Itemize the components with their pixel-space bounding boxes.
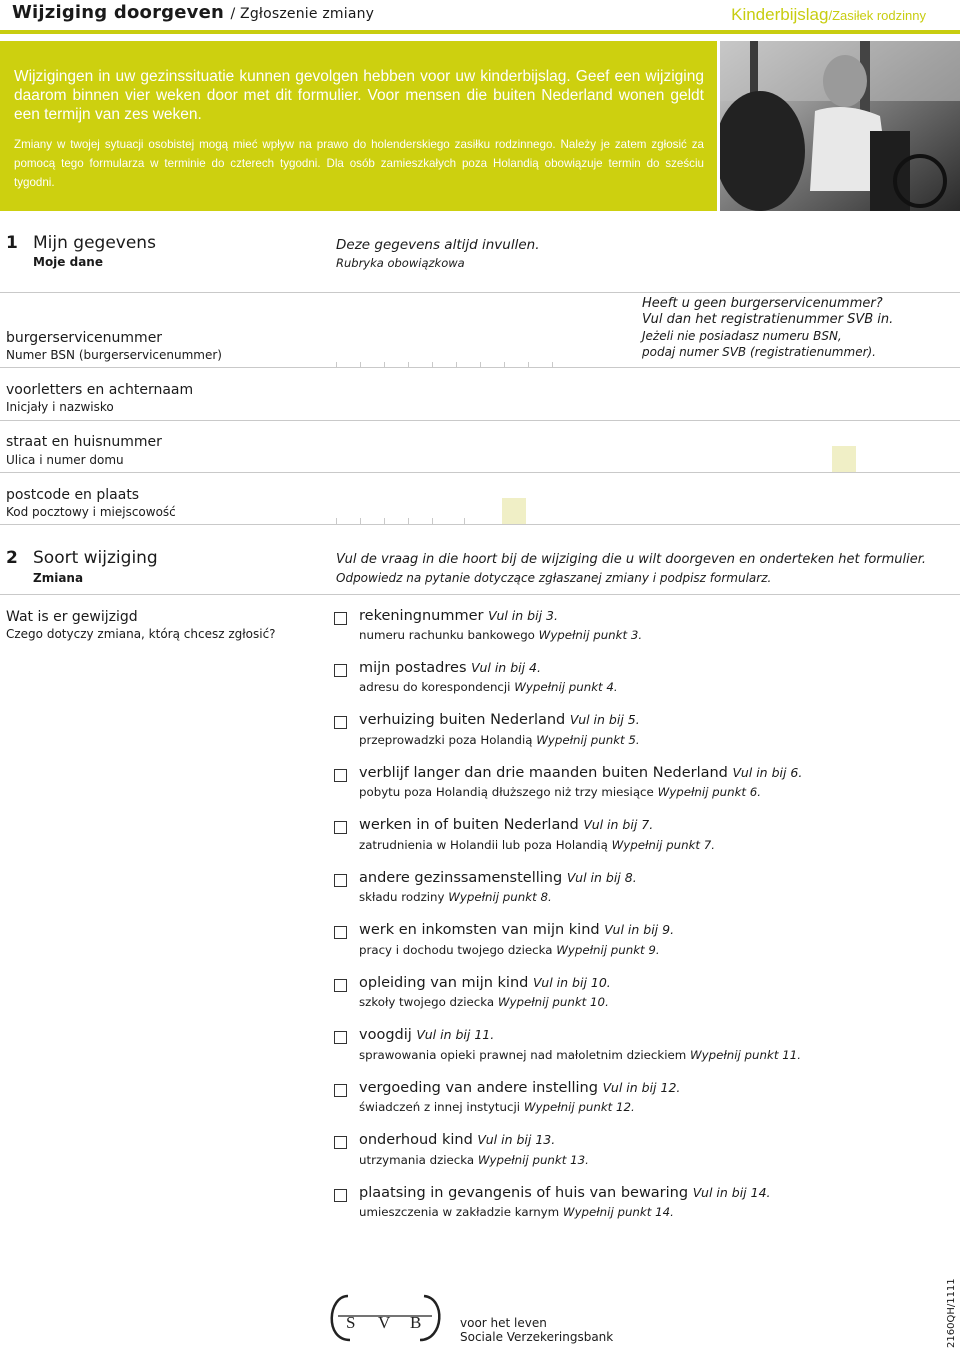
- svb-name: Sociale Verzekeringsbank: [460, 1330, 614, 1344]
- bsn-hint-nl-1: Heeft u geen burgerservicenummer?: [642, 296, 883, 311]
- name-label: voorletters en achternaam: [6, 382, 194, 398]
- option-hint: Vul in bij 10.: [532, 975, 611, 990]
- option-label-nl: [359, 1185, 771, 1201]
- option-label-nl: [359, 712, 640, 728]
- option-hint: Vul in bij 14.: [692, 1185, 771, 1200]
- logo-letter-s: S: [346, 1313, 356, 1332]
- option-label-pl: [359, 838, 715, 852]
- benefit-name: [731, 5, 926, 25]
- header-rule: [0, 30, 960, 34]
- option-text: rekeningnummer: [359, 608, 484, 624]
- svb-tagline: voor het leven: [460, 1316, 547, 1330]
- option-label-pl: [359, 785, 761, 799]
- option-hint: Vul in bij 5.: [569, 712, 640, 727]
- option-checkbox[interactable]: [334, 1084, 347, 1097]
- option-label-pl: [359, 995, 609, 1009]
- option-label-pl: [359, 890, 552, 904]
- option-hint: Vul in bij 3.: [488, 608, 558, 623]
- option-checkbox[interactable]: [334, 1031, 347, 1044]
- option-label-pl: [359, 1100, 635, 1114]
- option-text-pl: pracy i dochodu twojego dziecka: [359, 943, 553, 957]
- option-text: werk en inkomsten van mijn kind: [359, 922, 600, 938]
- option-hint: Vul in bij 11.: [416, 1027, 495, 1042]
- option-label-nl: [359, 765, 802, 781]
- option-label-pl: [359, 680, 618, 694]
- option-hint-pl: Wypełnij punkt 6.: [657, 785, 762, 799]
- option-hint-pl: Wypełnij punkt 11.: [689, 1048, 801, 1062]
- option-checkbox[interactable]: [334, 664, 347, 677]
- section-1-top-rule: [0, 292, 960, 293]
- postcode-input[interactable]: [336, 510, 466, 524]
- logo-letter-b: B: [410, 1313, 422, 1332]
- option-text: onderhoud kind: [359, 1132, 473, 1148]
- name-label-pl: Inicjały i nazwisko: [6, 400, 114, 414]
- option-checkbox[interactable]: [334, 1136, 347, 1149]
- option-text-pl: utrzymania dziecka: [359, 1153, 475, 1167]
- option-text: opleiding van mijn kind: [359, 975, 529, 991]
- postcode-rule: [0, 524, 960, 525]
- bsn-label: burgerservicenummer: [6, 330, 163, 346]
- section-1-note-nl: Deze gegevens altijd invullen.: [336, 237, 540, 253]
- option-text-pl: składu rodziny: [359, 890, 445, 904]
- option-checkbox[interactable]: [334, 716, 347, 729]
- question-label: Wat is er gewijzigd: [6, 609, 138, 625]
- option-text-pl: świadczeń z innej instytucji: [359, 1100, 521, 1114]
- option-label-pl: [359, 628, 642, 642]
- option-hint-pl: Wypełnij punkt 3.: [538, 628, 643, 642]
- section-2-title: Soort wijziging: [33, 548, 158, 568]
- svb-logo: [320, 1290, 450, 1346]
- postcode-label: postcode en plaats: [6, 487, 140, 503]
- section-2-note-nl: Vul de vraag in die hoort bij de wijziging die u wilt doorgeven en onderteken het formulier.: [336, 552, 927, 567]
- option-checkbox[interactable]: [334, 1189, 347, 1202]
- option-checkbox[interactable]: [334, 926, 347, 939]
- street-rule: [0, 472, 960, 473]
- option-checkbox[interactable]: [334, 612, 347, 625]
- option-checkbox[interactable]: [334, 874, 347, 887]
- option-text: werken in of buiten Nederland: [359, 817, 579, 833]
- family-photo: [720, 41, 960, 211]
- section-1-number: 1: [6, 233, 18, 253]
- option-hint-pl: Wypełnij punkt 13.: [477, 1153, 589, 1167]
- house-number-input[interactable]: [832, 446, 856, 472]
- form-title-nl: Wijziging doorgeven: [12, 2, 225, 23]
- benefit-name-nl: Kinderbijslag: [731, 5, 829, 24]
- benefit-name-pl: /Zasiłek rodzinny: [828, 8, 926, 23]
- option-text-pl: zatrudnienia w Holandii lub poza Holandią: [359, 838, 608, 852]
- option-label-pl: [359, 1048, 801, 1062]
- option-hint-pl: Wypełnij punkt 12.: [523, 1100, 635, 1114]
- option-label-pl: [359, 943, 660, 957]
- section-2-subtitle: Zmiana: [33, 571, 84, 585]
- section-2-number: 2: [6, 548, 18, 568]
- city-input[interactable]: [530, 498, 956, 524]
- option-text-pl: sprawowania opieki prawnej nad małoletnim dzieckiem: [359, 1048, 687, 1062]
- option-hint-pl: Wypełnij punkt 8.: [448, 890, 552, 904]
- option-label-nl: [359, 608, 558, 624]
- option-hint-pl: Wypełnij punkt 4.: [514, 680, 618, 694]
- option-hint: Vul in bij 7.: [583, 817, 654, 832]
- option-text: plaatsing in gevangenis of huis van bewaring: [359, 1185, 689, 1201]
- street-input[interactable]: [336, 428, 826, 472]
- option-label-nl: [359, 1080, 680, 1096]
- name-rule: [0, 420, 960, 421]
- intro-band: [0, 41, 717, 211]
- option-text: andere gezinssamenstelling: [359, 870, 563, 886]
- option-text: verblijf langer dan drie maanden buiten Nederland: [359, 765, 728, 781]
- option-label-nl: [359, 660, 541, 676]
- form-title-pl: / Zgłoszenie zmiany: [230, 6, 375, 22]
- option-text-pl: adresu do korespondencji: [359, 680, 511, 694]
- section-2-top-rule: [0, 594, 960, 595]
- option-hint: Vul in bij 4.: [471, 660, 541, 675]
- form-title: [12, 2, 374, 23]
- option-text: verhuizing buiten Nederland: [359, 712, 566, 728]
- option-hint: Vul in bij 12.: [602, 1080, 681, 1095]
- name-input[interactable]: [336, 376, 956, 420]
- option-hint: Vul in bij 8.: [566, 870, 637, 885]
- bsn-label-pl: Numer BSN (burgerservicenummer): [6, 348, 222, 362]
- option-text-pl: pobytu poza Holandią dłuższego niż trzy miesiące: [359, 785, 654, 799]
- option-hint-pl: Wypełnij punkt 5.: [536, 733, 640, 747]
- option-label-nl: [359, 1027, 494, 1043]
- option-text: mijn postadres: [359, 660, 467, 676]
- option-label-pl: [359, 733, 640, 747]
- option-label-pl: [359, 1153, 589, 1167]
- postcode-label-pl: Kod pocztowy i miejscowość: [6, 505, 176, 519]
- section-1-title: Mijn gegevens: [33, 233, 156, 253]
- logo-letter-v: V: [378, 1313, 391, 1332]
- option-label-pl: [359, 1205, 674, 1219]
- option-hint: Vul in bij 13.: [477, 1132, 556, 1147]
- option-hint-pl: Wypełnij punkt 14.: [562, 1205, 674, 1219]
- option-hint: Vul in bij 9.: [604, 922, 675, 937]
- option-text-pl: szkoły twojego dziecka: [359, 995, 495, 1009]
- option-label-nl: [359, 975, 611, 991]
- option-hint-pl: Wypełnij punkt 9.: [556, 943, 660, 957]
- option-label-nl: [359, 870, 637, 886]
- bsn-hint-pl-1: Jeżeli nie posiadasz numeru BSN,: [642, 329, 842, 343]
- option-hint-pl: Wypełnij punkt 10.: [497, 995, 609, 1009]
- option-checkbox[interactable]: [334, 769, 347, 782]
- intro-text-nl: Wijzigingen in uw gezinssituatie kunnen gevolgen hebben voor uw kinderbijslag. Geef een wijziging daarom binnen vier weken door met dit formulier. Voor mensen die buiten Nederland wonen geldt een termijn van zes weken.: [14, 68, 704, 123]
- street-label: straat en huisnummer: [6, 434, 162, 450]
- option-text: voogdij: [359, 1027, 412, 1043]
- bsn-hint-nl-2: Vul dan het registratienummer SVB in.: [642, 312, 894, 327]
- intro-text-pl: Zmiany w twojej sytuacji osobistej mogą mieć wpływ na prawo do holenderskiego zasiłku rodzinnego. Należy je zatem zgłosić za pomocą tego formularza w terminie do czterech tygodni. Dla osób zamieszkałych poza Holandią obowiązuje termin do sześciu tygodni.: [14, 138, 704, 189]
- bsn-hint-pl-2: podaj numer SVB (registratienummer).: [642, 345, 876, 359]
- option-hint: Vul in bij 6.: [732, 765, 803, 780]
- postcode-letters-input[interactable]: [502, 498, 526, 524]
- section-2-note-pl: Odpowiedz na pytanie dotyczące zgłaszanej zmiany i podpisz formularz.: [336, 571, 772, 585]
- street-label-pl: Ulica i numer domu: [6, 453, 124, 467]
- question-label-pl: Czego dotyczy zmiana, którą chcesz zgłosić?: [6, 627, 276, 641]
- section-1-note-pl: Rubryka obowiązkowa: [336, 256, 465, 270]
- bsn-hint: [642, 296, 893, 360]
- option-label-nl: [359, 1132, 555, 1148]
- section-1-subtitle: Moje dane: [33, 255, 103, 269]
- option-text: vergoeding van andere instelling: [359, 1080, 598, 1096]
- option-checkbox[interactable]: [334, 979, 347, 992]
- option-text-pl: numeru rachunku bankowego: [359, 628, 535, 642]
- option-text-pl: przeprowadzki poza Holandią: [359, 733, 533, 747]
- bsn-rule: [0, 367, 960, 368]
- option-label-nl: [359, 922, 674, 938]
- option-text-pl: umieszczenia w zakładzie karnym: [359, 1205, 560, 1219]
- form-code: 2160QH/1111: [946, 1278, 957, 1348]
- option-hint-pl: Wypełnij punkt 7.: [611, 838, 716, 852]
- option-label-nl: [359, 817, 653, 833]
- option-checkbox[interactable]: [334, 821, 347, 834]
